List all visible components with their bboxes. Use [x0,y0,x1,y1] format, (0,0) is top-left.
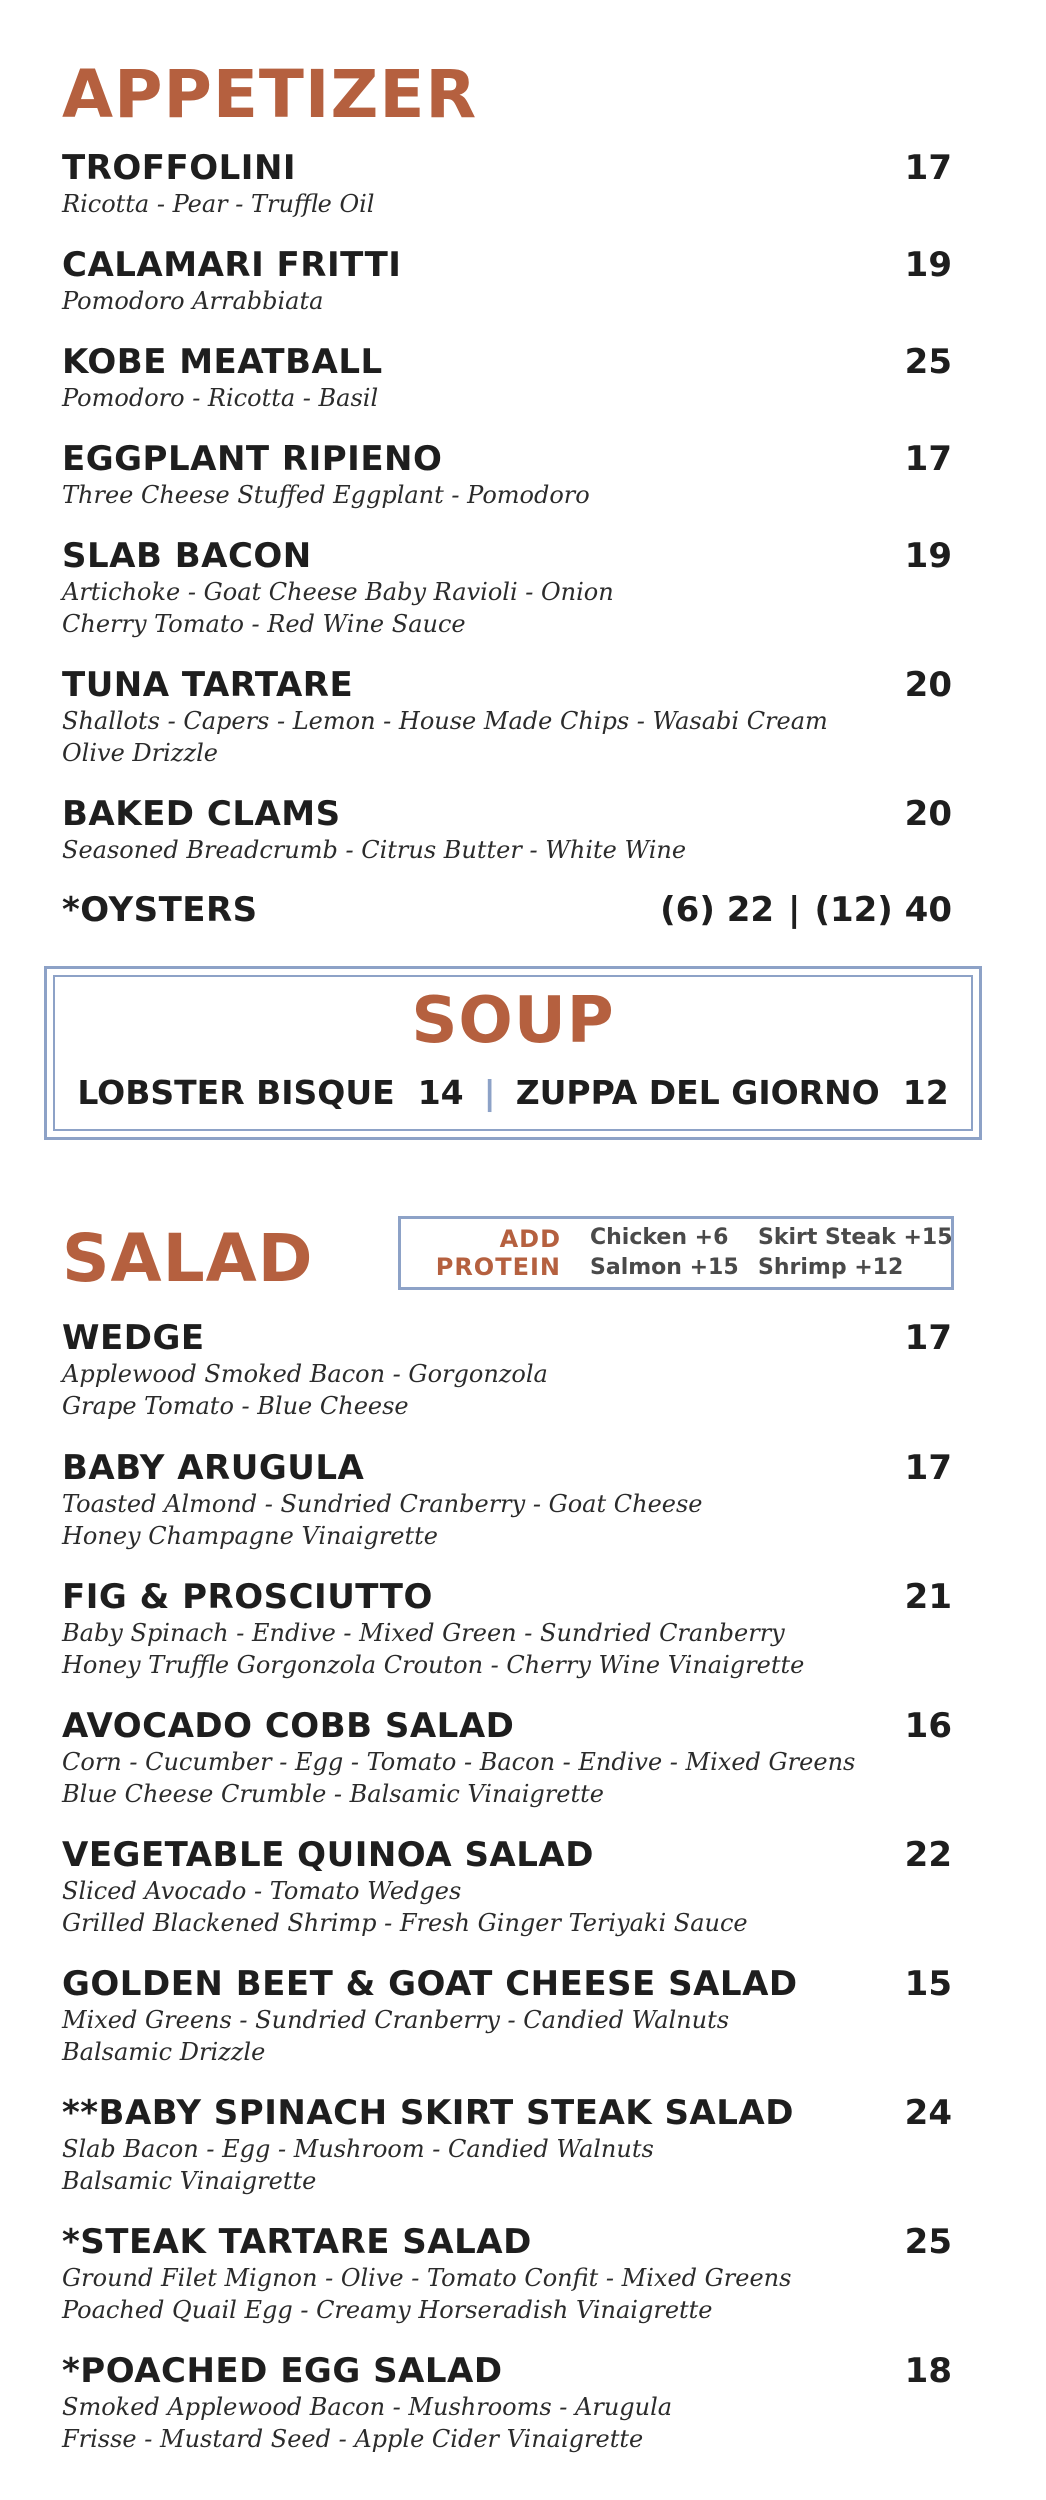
item-name: KOBE MEATBALL [62,342,383,382]
item-name: AVOCADO COBB SALAD [62,1706,515,1746]
item-name: BABY ARUGULA [62,1448,365,1488]
menu-item [62,2351,952,2455]
item-description: Applewood Smoked Bacon - Gorgonzola [62,1360,548,1388]
item-description: Pomodoro Arrabbiata [62,287,324,315]
item-name: CALAMARI FRITTI [62,245,402,285]
item-name: EGGPLANT RIPIENO [62,439,443,479]
item-name: BAKED CLAMS [62,794,341,834]
oyster-half-dozen-price: (6) 22 [660,890,775,930]
item-name: *STEAK TARTARE SALAD [62,2222,532,2262]
item-description: Poached Quail Egg - Creamy Horseradish Vinaigrette [62,2296,713,2324]
menu-item [62,1448,952,1552]
item-price: 25 [904,342,952,382]
menu-item [62,439,952,511]
add-protein-box [398,1216,954,1290]
protein-option: Shrimp +12 [758,1255,904,1280]
item-price: 18 [904,2351,952,2391]
menu-item [62,342,952,414]
item-description: Toasted Almond - Sundried Cranberry - Goat Cheese [62,1490,703,1518]
soup-item-name: LOBSTER BISQUE [77,1073,395,1112]
item-description: Corn - Cucumber - Egg - Tomato - Bacon - Endive - Mixed Greens [62,1748,856,1776]
item-description: Honey Truffle Gorgonzola Crouton - Cherry Wine Vinaigrette [62,1651,805,1679]
item-name: **BABY SPINACH SKIRT STEAK SALAD [62,2093,794,2133]
item-name: VEGETABLE QUINOA SALAD [62,1835,594,1875]
protein-option: Skirt Steak +15 [758,1225,953,1250]
item-description: Smoked Applewood Bacon - Mushrooms - Arugula [62,2393,673,2421]
item-description: Cherry Tomato - Red Wine Sauce [62,610,466,638]
item-description: Grape Tomato - Blue Cheese [62,1392,409,1420]
oysters-row [62,890,952,934]
menu-item [62,794,952,866]
item-name: GOLDEN BEET & GOAT CHEESE SALAD [62,1964,798,2004]
item-description: Shallots - Capers - Lemon - House Made Chips - Wasabi Cream [62,707,828,735]
item-description: Balsamic Vinaigrette [62,2167,317,2195]
add-protein-label [421,1225,561,1281]
menu-item [62,148,952,220]
menu-item [62,1318,952,1422]
menu-item [62,1706,952,1810]
item-price: 17 [904,1448,952,1488]
item-price: 15 [904,1964,952,2004]
appetizer-heading: APPETIZER [62,56,478,133]
soup-item-price: 14 [417,1073,464,1112]
item-description: Ground Filet Mignon - Olive - Tomato Confit - Mixed Greens [62,2264,792,2292]
item-description: Mixed Greens - Sundried Cranberry - Candied Walnuts [62,2006,730,2034]
menu-item [62,2093,952,2197]
soup-box [44,966,982,1140]
menu-item [62,1835,952,1939]
item-description: Three Cheese Stuffed Eggplant - Pomodoro [62,481,590,509]
add-protein-label-line: ADD [499,1225,561,1253]
menu-item [62,2222,952,2326]
item-price: 22 [904,1835,952,1875]
menu-item [62,245,952,317]
item-name: FIG & PROSCIUTTO [62,1577,433,1617]
item-description: Blue Cheese Crumble - Balsamic Vinaigrette [62,1780,604,1808]
soup-item-name: ZUPPA DEL GIORNO [515,1073,880,1112]
soup-item-price: 12 [902,1073,949,1112]
menu-item [62,1964,952,2068]
item-price: 25 [904,2222,952,2262]
item-name: WEDGE [62,1318,205,1358]
soup-separator: | [483,1073,496,1112]
item-name: TUNA TARTARE [62,665,354,705]
protein-option: Salmon +15 [590,1255,739,1280]
item-price: 16 [904,1706,952,1746]
item-description: Grilled Blackened Shrimp - Fresh Ginger Teriyaki Sauce [62,1909,748,1937]
item-description: Seasoned Breadcrumb - Citrus Butter - White Wine [62,836,687,864]
item-price: 21 [904,1577,952,1617]
item-price: 17 [904,148,952,188]
item-description: Balsamic Drizzle [62,2038,266,2066]
item-description: Slab Bacon - Egg - Mushroom - Candied Walnuts [62,2135,654,2163]
item-description: Frisse - Mustard Seed - Apple Cider Vinaigrette [62,2425,644,2453]
item-description: Baby Spinach - Endive - Mixed Green - Sundried Cranberry [62,1619,785,1647]
soup-heading: SOUP [411,984,615,1058]
menu-item [62,536,952,640]
item-description: Olive Drizzle [62,739,218,767]
item-price: 20 [904,665,952,705]
price-separator: | [788,890,801,930]
menu-item [62,1577,952,1681]
item-description: Ricotta - Pear - Truffle Oil [62,190,375,218]
item-description: Pomodoro - Ricotta - Basil [62,384,379,412]
item-price: 20 [904,794,952,834]
salad-heading: SALAD [62,1220,314,1297]
item-price: 19 [904,536,952,576]
item-price: 19 [904,245,952,285]
item-price: 24 [904,2093,952,2133]
item-name: *POACHED EGG SALAD [62,2351,503,2391]
item-name: TROFFOLINI [62,148,297,188]
soup-items-row [47,1073,979,1113]
protein-option: Chicken +6 [590,1225,729,1250]
oyster-prices [660,890,952,930]
menu-item [62,665,952,769]
oyster-dozen-price: (12) 40 [814,890,952,930]
item-name: *OYSTERS [62,890,258,930]
item-description: Artichoke - Goat Cheese Baby Ravioli - Onion [62,578,614,606]
item-description: Sliced Avocado - Tomato Wedges [62,1877,462,1905]
add-protein-label-line: PROTEIN [435,1253,561,1281]
item-name: SLAB BACON [62,536,312,576]
item-price: 17 [904,439,952,479]
item-description: Honey Champagne Vinaigrette [62,1522,438,1550]
item-price: 17 [904,1318,952,1358]
